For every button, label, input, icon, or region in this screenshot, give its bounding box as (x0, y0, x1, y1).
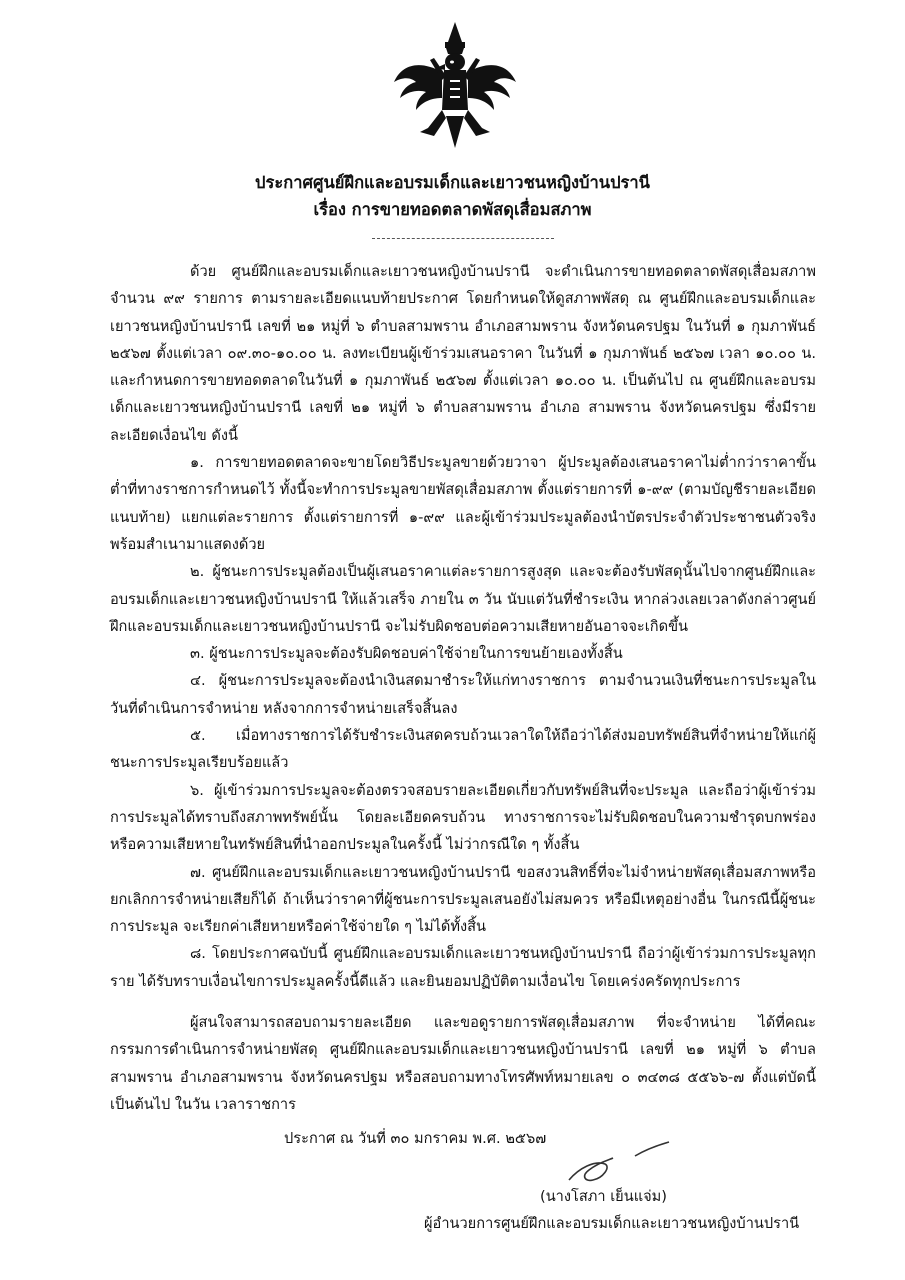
condition-3: ๓. ผู้ชนะการประมูลจะต้องรับผิดชอบค่าใช้จ่ายในการขนย้ายเองทั้งสิ้น (190, 645, 623, 663)
signer-name: (นางโสภา เย็นแจ่ม) (540, 1188, 667, 1205)
contact-paragraph: ผู้สนใจสามารถสอบถามรายละเอียด และขอดูรายการพัสดุเสื่อมสภาพ ที่จะจำหน่าย ได้ที่คณะกรรมการดำเนินการจำหน่ายพัสดุ ศูนย์ฝึกและอบรมเด็กและเยาวชนหญิงบ้านปรานี เลขที่ ๒๑ หมู่ที่ ๖ ตำบลสามพราน อำเภอสามพราน จังหวัดนครปฐม หรือสอบถามทางโทรศัพท์หมายเลข ๐ ๓๔๓๘ ๕๕๖๖-๗ ตั้งแต่บัดนี้เป็นต้นไป ในวัน เวลาราชการ (110, 1014, 816, 1113)
handwritten-signature (565, 1130, 675, 1190)
condition-6: ๖. ผู้เข้าร่วมการประมูลจะต้องตรวจสอบรายละเอียดเกี่ยวกับทรัพย์สินที่จะประมูล และถือว่าผู้เข้าร่วมการประมูลได้ทราบถึงสภาพทรัพย์นั้น โดยละเอียดครบถ้วน ทางราชการจะไม่รับผิดชอบในความชำรุดบกพร่อง หรือความเสียหายในทรัพย์สินที่นำออกประมูลในครั้งนี้ ไม่ว่ากรณีใด ๆ ทั้งสิ้น (110, 781, 816, 854)
title-divider (372, 238, 554, 239)
condition-5: ๕. เมื่อทางราชการได้รับชำระเงินสดครบถ้วนเวลาใดให้ถือว่าได้ส่งมอบทรัพย์สินที่จำหน่ายให้แก่ผู้ชนะการประมูลเรียบร้อยแล้ว (110, 727, 816, 772)
announcement-body (110, 258, 816, 1118)
announcement-date: ประกาศ ณ วันที่ ๓๐ มกราคม พ.ศ. ๒๕๖๗ (284, 1130, 547, 1147)
announcement-subject: เรื่อง การขายทอดตลาดพัสดุเสื่อมสภาพ (313, 200, 592, 219)
condition-2: ๒. ผู้ชนะการประมูลต้องเป็นผู้เสนอราคาแต่ละรายการสูงสุด และจะต้องรับพัสดุนั้นไปจากศูนย์ฝึกและอบรมเด็กและเยาวชนหญิงบ้านปรานี ให้แล้วเสร็จ ภายใน ๓ วัน นับแต่วันที่ชำระเงิน หากล่วงเลยเวลาดังกล่าวศูนย์ฝึกและอบรมเด็กและเยาวชนหญิงบ้านปรานี จะไม่รับผิดชอบต่อความเสียหายอันอาจจะเกิดขึ้น (110, 563, 816, 635)
garuda-emblem-icon (390, 20, 520, 150)
signer-position: ผู้อำนวยการศูนย์ฝึกและอบรมเด็กและเยาวชนหญิงบ้านปรานี (424, 1215, 800, 1232)
condition-8: ๘. โดยประกาศฉบับนี้ ศูนย์ฝึกและอบรมเด็กและเยาวชนหญิงบ้านปรานี ถือว่าผู้เข้าร่วมการประมูลทุกราย ได้รับทราบเงื่อนไขการประมูลครั้งนี้ดีแล้ว และยินยอมปฏิบัติตามเงื่อนไข โดยเคร่งครัดทุกประการ (110, 945, 816, 990)
announcement-title: ประกาศศูนย์ฝึกและอบรมเด็กและเยาวชนหญิงบ้านปรานี (255, 173, 650, 192)
condition-4: ๔. ผู้ชนะการประมูลจะต้องนำเงินสดมาชำระให้แก่ทางราชการ ตามจำนวนเงินที่ชนะการประมูลในวันที่ดำเนินการจำหน่าย หลังจากการจำหน่ายเสร็จสิ้นลง (110, 672, 816, 717)
condition-7: ๗. ศูนย์ฝึกและอบรมเด็กและเยาวชนหญิงบ้านปรานี ขอสงวนสิทธิ์ที่จะไม่จำหน่ายพัสดุเสื่อมสภาพหรือยกเลิกการจำหน่ายเสียก็ได้ ถ้าเห็นว่าราคาที่ผู้ชนะการประมูลเสนอยังไม่สมควร หรือมีเหตุอย่างอื่น ในกรณีนี้ผู้ชนะการประมูล จะเรียกค่าเสียหายหรือค่าใช้จ่ายใด ๆ ไม่ได้ทั้งสิ้น (110, 863, 816, 936)
intro-paragraph: ด้วย ศูนย์ฝึกและอบรมเด็กและเยาวชนหญิงบ้านปรานี จะดำเนินการขายทอดตลาดพัสดุเสื่อมสภาพ จำนวน ๙๙ รายการ ตามรายละเอียดแนบท้ายประกาศ โดยกำหนดให้ดูสภาพพัสดุ ณ ศูนย์ฝึกและอบรมเด็กและเยาวชนหญิงบ้านปรานี เลขที่ ๒๑ หมู่ที่ ๖ ตำบลสามพราน อำเภอสามพราน จังหวัดนครปฐม ในวันที่ ๑ กุมภาพันธ์ ๒๕๖๗ ตั้งแต่เวลา ๐๙.๓๐-๑๐.๐๐ น. ลงทะเบียนผู้เข้าร่วมเสนอราคา ในวันที่ ๑ กุมภาพันธ์ ๒๕๖๗ เวลา ๑๐.๐๐ น. และกำหนดการขายทอดตลาดในวันที่ ๑ กุมภาพันธ์ ๒๕๖๗ ตั้งแต่เวลา ๑๐.๐๐ น. เป็นต้นไป ณ ศูนย์ฝึกและอบรมเด็กและเยาวชนหญิงบ้านปรานี เลขที่ ๒๑ หมู่ที่ ๖ ตำบลสามพราน อำเภอ สามพราน จังหวัดนครปฐม ซึ่งมีรายละเอียดเงื่อนไข ดังนี้ (110, 263, 816, 444)
condition-1: ๑. การขายทอดตลาดจะขายโดยวิธีประมูลขายด้วยวาจา ผู้ประมูลต้องเสนอราคาไม่ต่ำกว่าราคาขั้นต่ำที่ทางราชการกำหนดไว้ ทั้งนี้จะทำการประมูลขายพัสดุเสื่อมสภาพ ตั้งแต่รายการที่ ๑-๙๙ (ตามบัญชีรายละเอียดแนบท้าย) แยกแต่ละรายการ ตั้งแต่รายการที่ ๑-๙๙ และผู้เข้าร่วมประมูลต้องนำบัตรประจำตัวประชาชนตัวจริงพร้อมสำเนามาแสดงด้วย (110, 454, 816, 553)
